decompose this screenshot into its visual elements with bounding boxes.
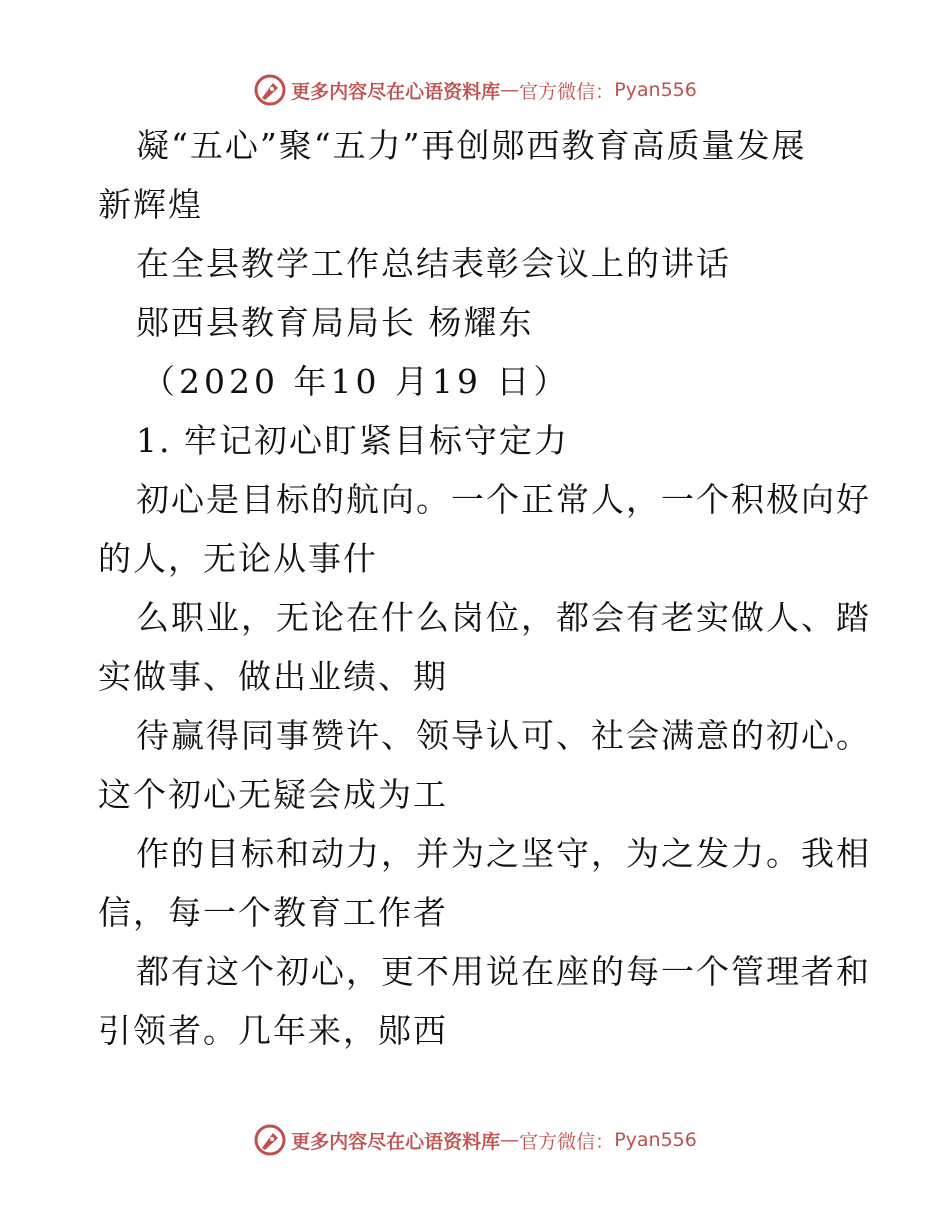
body-line: 这个初心无疑会成为工 [98,775,448,814]
watermark-wechat-id: Pyan556 [614,79,697,101]
watermark-separator: — [500,1129,520,1151]
watermark-label: 官方微信： [519,1130,615,1153]
document-subtitle: 在全县教学工作总结表彰会议上的讲话 [136,244,731,283]
body-line: 的人，无论从事什 [98,539,378,578]
header-watermark [0,70,950,110]
section-heading: 1. 牢记初心盯紧目标守定力 [136,421,569,460]
body-line: 初心是目标的航向。一个正常人，一个积极向好 [136,480,871,519]
footer-watermark [0,1120,950,1160]
body-line: 信，每一个教育工作者 [98,893,448,932]
watermark-wechat-id: Pyan556 [614,1129,697,1151]
body-line: 作的目标和动力，并为之坚守，为之发力。我相 [136,834,871,873]
body-line: 待赢得同事赞许、领导认可、社会满意的初心。 [136,716,871,755]
pen-nib-circle-icon [253,73,287,107]
body-line: 引领者。几年来，郧西 [98,1011,448,1050]
document-title: 凝“五心”聚“五力”再创郧西教育高质量发展 [136,126,807,165]
watermark-label: 官方微信： [519,80,615,103]
document-author: 郧西县教育局局长 杨耀东 [136,303,534,342]
body-line: 实做事、做出业绩、期 [98,657,448,696]
document-title-continued: 新辉煌 [98,185,203,224]
watermark-brand: 更多内容尽在心语资料库 [291,80,501,103]
document-body [98,116,871,1060]
document-date: （2020 年10 月19 日） [142,362,571,401]
body-line: 都有这个初心，更不用说在座的每一个管理者和 [136,952,871,991]
watermark-separator: — [500,79,520,101]
body-line: 么职业，无论在什么岗位，都会有老实做人、踏 [136,598,871,637]
pen-nib-circle-icon [253,1123,287,1157]
watermark-brand: 更多内容尽在心语资料库 [291,1130,501,1153]
